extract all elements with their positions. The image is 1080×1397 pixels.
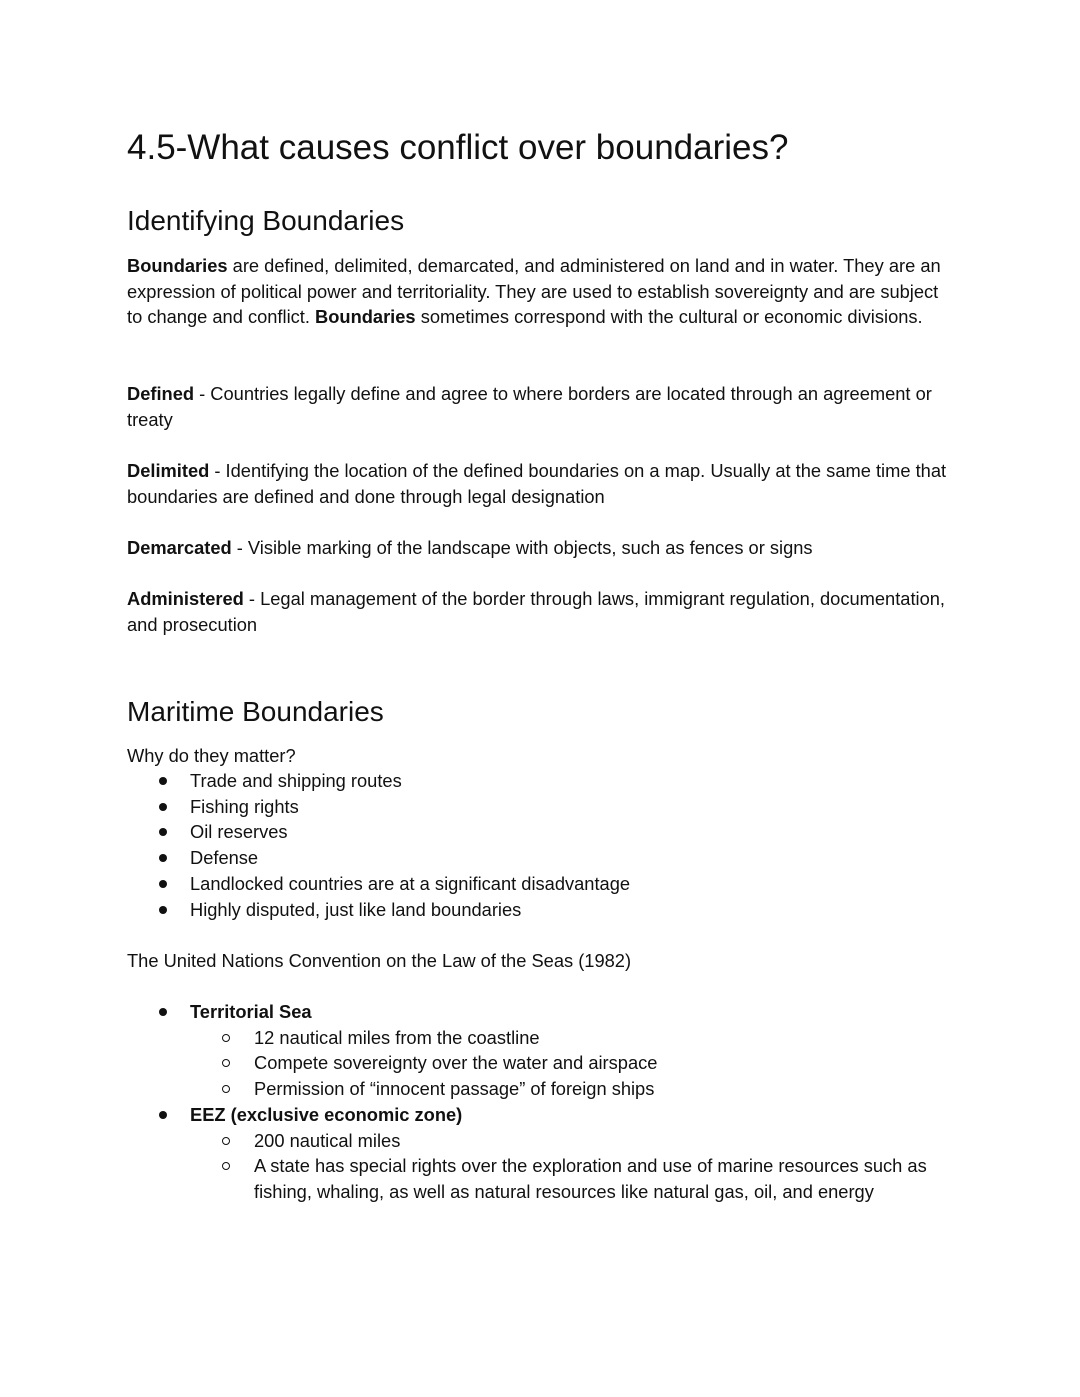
- list-item: Highly disputed, just like land boundaries: [127, 897, 957, 923]
- intro-paragraph: [127, 253, 957, 330]
- zone-points: [190, 1025, 957, 1102]
- section-heading-maritime-boundaries: Maritime Boundaries: [127, 696, 384, 727]
- zone-territorial-sea: [127, 999, 957, 1102]
- definition-text: - Legal management of the border through laws, immigrant regulation, documentation, and prosecution: [127, 588, 946, 635]
- zone-name: Territorial Sea: [190, 1001, 312, 1022]
- bullet-icon: [159, 1008, 167, 1016]
- section-heading-identifying-boundaries: Identifying Boundaries: [127, 205, 405, 236]
- definition-text: - Identifying the location of the defined boundaries on a map. Usually at the same time that boundaries are defined and done through legal designation: [127, 460, 947, 507]
- definition-term: Defined: [127, 383, 195, 404]
- list-item: Defense: [127, 845, 957, 871]
- term-boundaries: Boundaries: [315, 306, 416, 328]
- hollow-bullet-icon: [222, 1034, 230, 1042]
- list-item: Compete sovereignty over the water and airspace: [190, 1050, 957, 1076]
- definition-term: Delimited: [127, 460, 210, 481]
- list-item: Fishing rights: [127, 794, 957, 820]
- definition-term: Demarcated: [127, 537, 232, 558]
- list-item: A state has special rights over the exploration and use of marine resources such as fishing, whaling, as well as natural resources like natural gas, oil, and energy: [190, 1153, 954, 1204]
- bullet-icon: [159, 880, 167, 888]
- bullet-icon: [159, 906, 167, 914]
- term-boundaries: Boundaries: [127, 255, 228, 276]
- intro-text-2: sometimes correspond with the cultural or economic divisions.: [415, 306, 923, 328]
- zones-list: [127, 999, 957, 1205]
- definition-defined: [127, 381, 957, 432]
- zone-eez: [127, 1102, 957, 1205]
- definition-text: - Countries legally define and agree to where borders are located through an agreement or treaty: [127, 383, 932, 430]
- intro-text-1: are defined, delimited, demarcated, and administered on land and in water. They are an expression of political power and territoriality. They are used to establish sovereignty and are subject to change and conflict.: [127, 255, 941, 328]
- zone-points: [190, 1128, 957, 1205]
- definition-text: - Visible marking of the landscape with objects, such as fences or signs: [231, 537, 813, 558]
- hollow-bullet-icon: [222, 1059, 230, 1067]
- definition-administered: [127, 586, 957, 637]
- page-title: 4.5-What causes conflict over boundaries?: [127, 128, 789, 167]
- definition-demarcated: [127, 535, 957, 561]
- list-item: Landlocked countries are at a significant disadvantage: [127, 871, 957, 897]
- list-item: 12 nautical miles from the coastline: [190, 1025, 957, 1051]
- bullet-icon: [159, 1111, 167, 1119]
- convention-title: The United Nations Convention on the Law of the Seas (1982): [127, 950, 632, 971]
- reasons-list: [127, 768, 957, 922]
- hollow-bullet-icon: [222, 1085, 230, 1093]
- bullet-icon: [159, 803, 167, 811]
- bullet-icon: [159, 828, 167, 836]
- definition-term: Administered: [127, 588, 244, 609]
- list-item: 200 nautical miles: [190, 1128, 957, 1154]
- zone-name: EEZ (exclusive economic zone): [190, 1103, 463, 1125]
- hollow-bullet-icon: [222, 1137, 230, 1145]
- why-question: Why do they matter?: [127, 745, 296, 766]
- list-item: Trade and shipping routes: [127, 768, 957, 794]
- hollow-bullet-icon: [222, 1162, 230, 1170]
- bullet-icon: [159, 777, 167, 785]
- list-item: Permission of “innocent passage” of foreign ships: [190, 1076, 957, 1102]
- definition-delimited: [127, 458, 957, 509]
- list-item: Oil reserves: [127, 819, 957, 845]
- bullet-icon: [159, 854, 167, 862]
